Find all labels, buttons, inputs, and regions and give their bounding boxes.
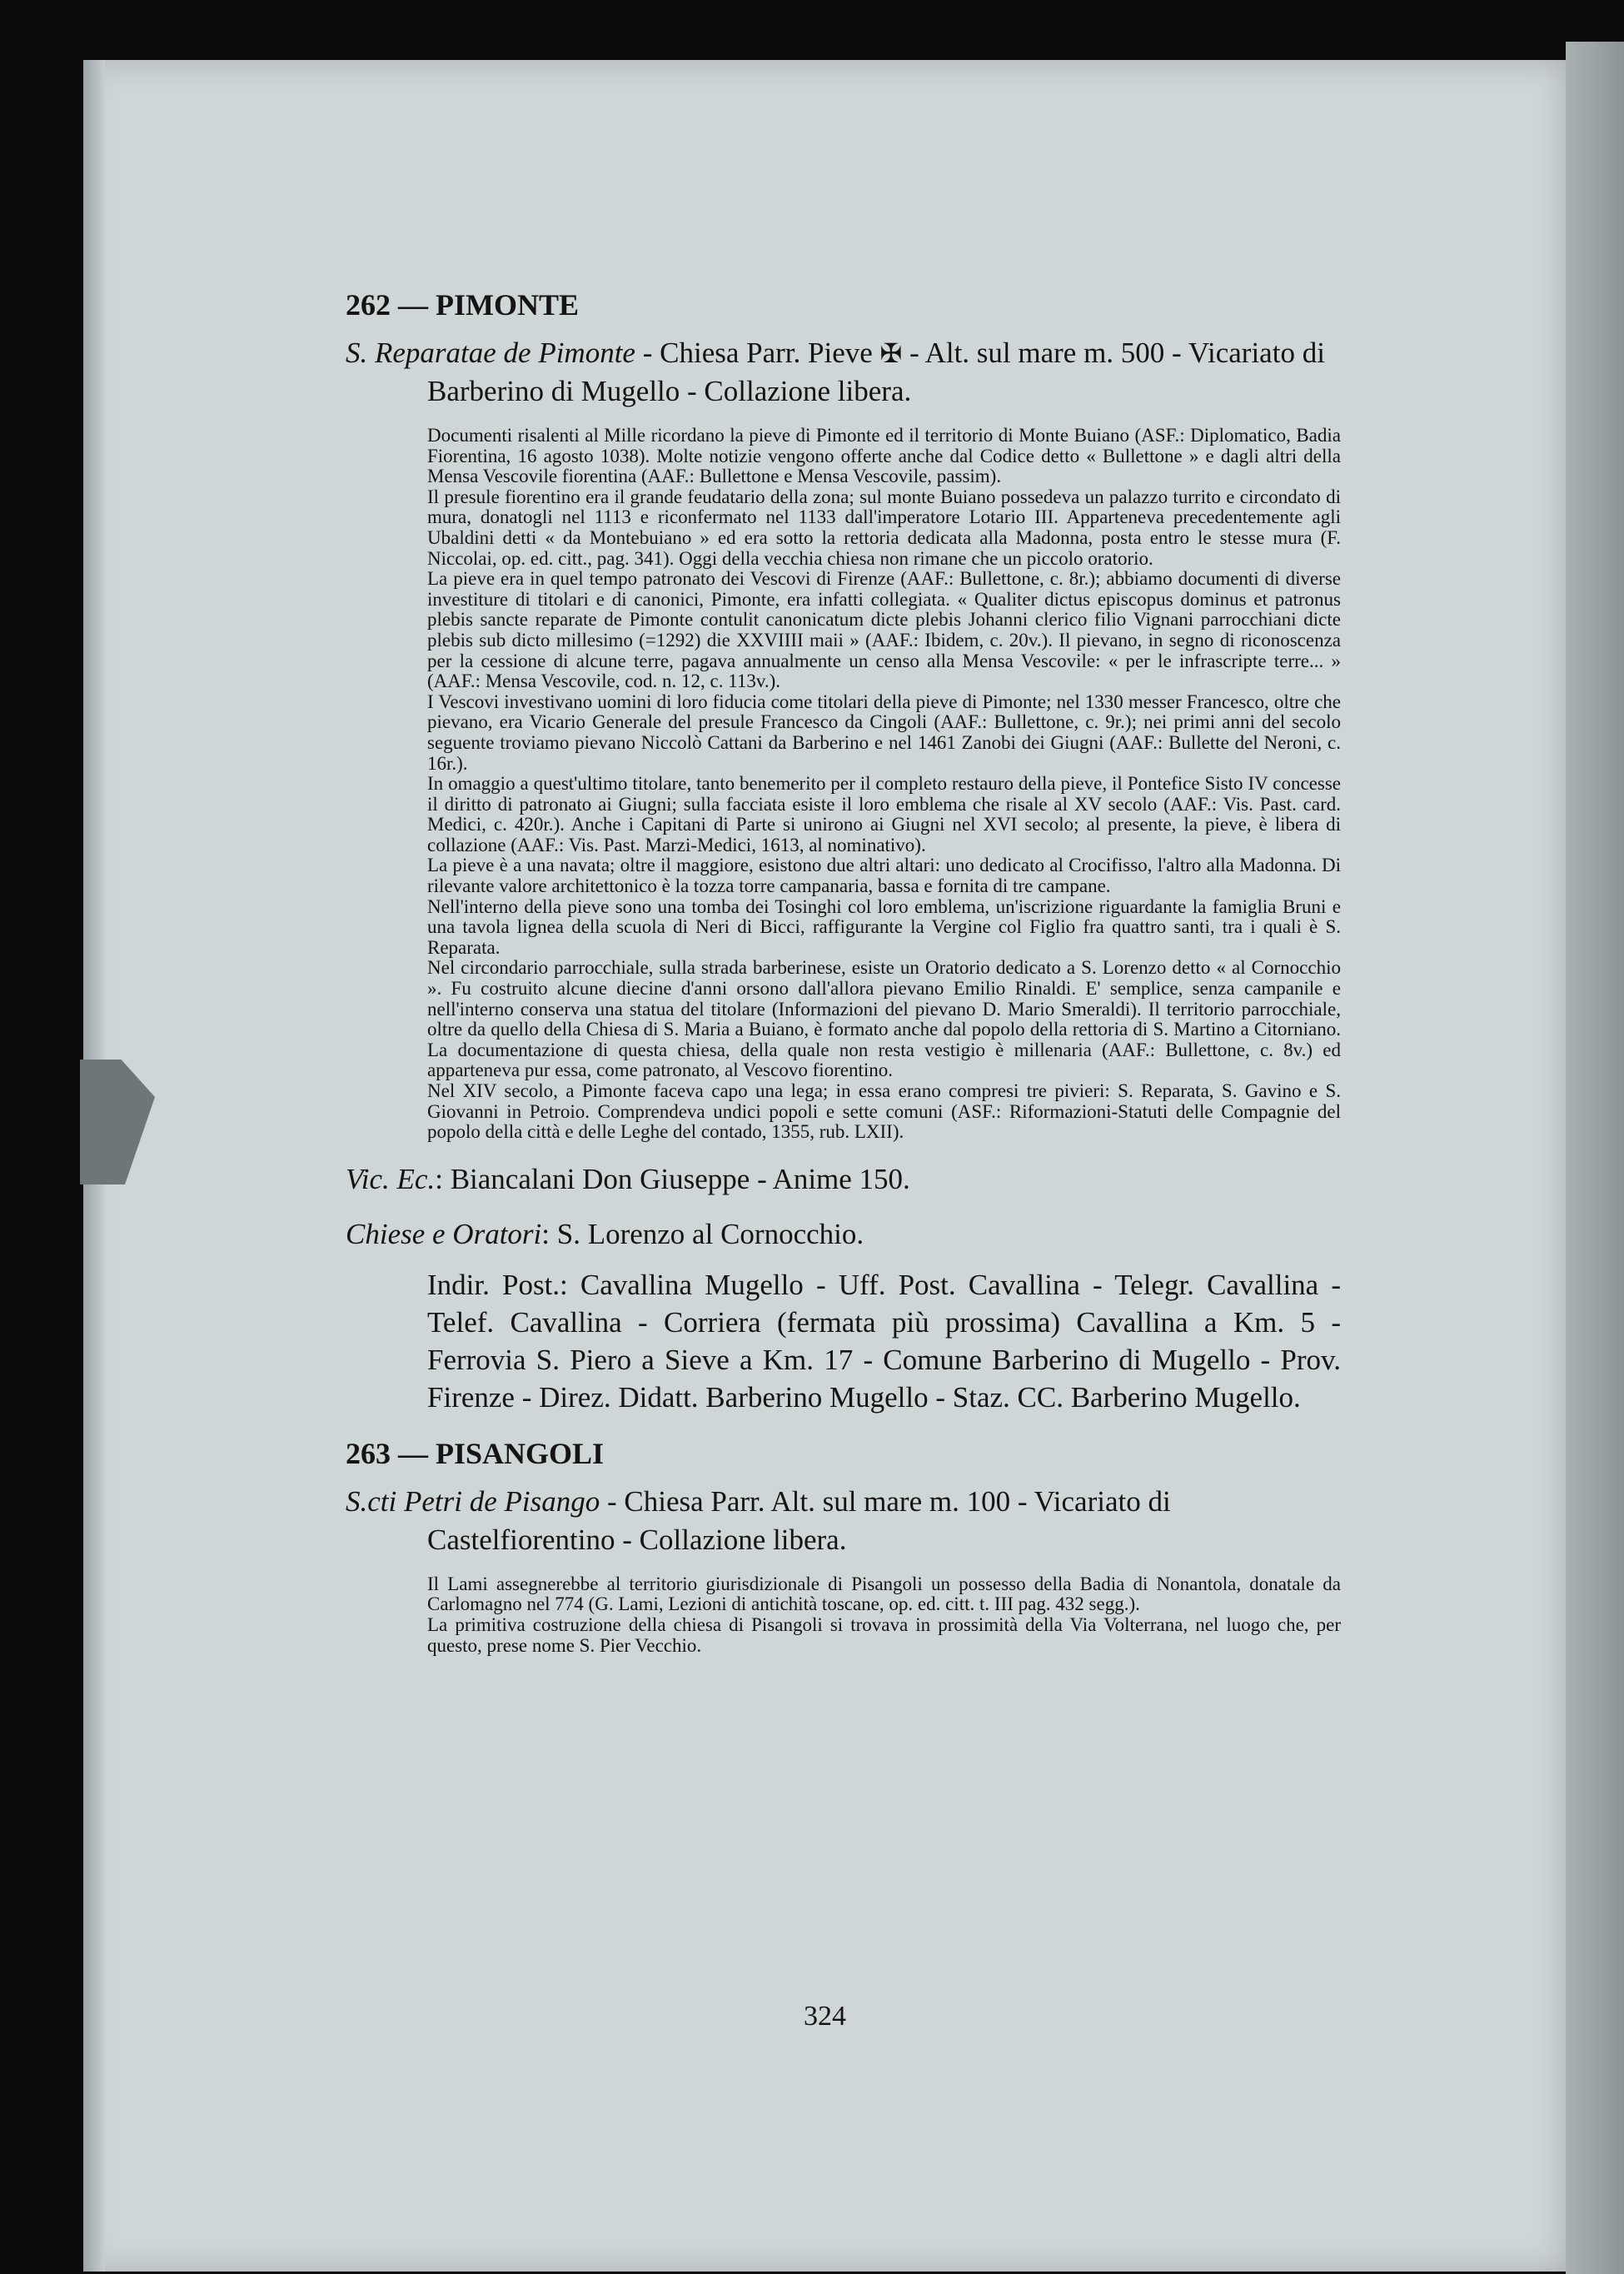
vicar-label: Vic. Ec. — [346, 1162, 436, 1195]
entry-263-body — [346, 1574, 1341, 1656]
entry-263-heading: 263 — PISANGOLI — [346, 1436, 605, 1470]
paragraph: La pieve era in quel tempo patronato dei Vescovi di Firenze (AAF.: Bullettone, c. 8r.); abbiamo documenti di diverse investiture di titolari e di canonici, Pimonte, era infatti collegiata. « Qualiter dictus episcopus dominus et patronus plebis sancte reparate de Pimonte contulit canonicatum dicte plebis Johanni clerico filio Vignani parrocchiani dicte plebis sub dicto millesimo (=1292) die XXVIIII maii » (AAF.: Ibidem, c. 20v.). Il pievano, in segno di riconoscenza per la cessione di alcune terre, pagava annualmente un censo alla Mensa Vescovile: « per le infrascripte terre... » (AAF.: Mensa Vescovile, cod. n. 12, c. 113v.). — [427, 568, 1341, 692]
entry-262-body — [346, 426, 1341, 1143]
paragraph: Nel XIV secolo, a Pimonte faceva capo una lega; in essa erano compresi tre pivieri: S. Reparata, S. Gavino e S. Giovanni in Petroio. Comprendeva undici popoli e sette comuni (ASF.: Riformazioni-Statuti delle Compagnie del popolo della città e delle Leghe del contado, 1355, rub. LXII). — [427, 1080, 1341, 1143]
paragraph: La primitiva costruzione della chiesa di Pisangoli si trovava in prossimità della Via Volterrana, nel luogo che, per questo, prese nome S. Pier Vecchio. — [427, 1613, 1341, 1656]
entry-262-title-part-a: - Chiesa Parr. Pieve — [635, 337, 880, 369]
page-number: 324 — [804, 2001, 846, 2032]
paragraph: Documenti risalenti al Mille ricordano la pieve di Pimonte ed il territorio di Monte Buiano (ASF.: Diplomatico, Badia Fiorentina, 16 agosto 1038). Molte notizie vengono offerte anche dal Codice detto « Bullettone » e dagli altri della Mensa Vescovile fiorentina (AAF.: Bullettone e Mensa Vescovile, passim). — [427, 425, 1341, 487]
vicar-text: : Biancalani Don Giuseppe - Anime 150. — [435, 1162, 910, 1195]
page-content — [346, 287, 1341, 1656]
paragraph: Nell'interno della pieve sono una tomba dei Tosinghi col loro emblema, un'iscrizione riguardante la famiglia Bruni e una tavola lignea della scuola di Neri di Bicci, raffigurante la Vergine col Figlio fra quattro santi, tra i quali è S. Reparata. — [427, 895, 1341, 958]
paragraph: Il Lami assegnerebbe al territorio giurisdizionale di Pisangoli un possesso della Badia di Nonantola, donatale da Carlomagno nel 774 (G. Lami, Lezioni di antichità toscane, op. ed. citt. t. III pag. 432 segg.). — [427, 1573, 1341, 1615]
entry-262-title — [346, 334, 1341, 411]
churches-text: : S. Lorenzo al Cornocchio. — [541, 1217, 864, 1250]
paragraph: I Vescovi investivano uomini di loro fiducia come titolari della pieve di Pimonte; nel 1330 messer Francesco, oltre che pievano, era Vicario Generale del presule Francesco da Cingoli (AAF.: Bullettone, c. 9r.); nei primi anni del secolo seguente troviamo pievano Niccolò Cattani da Barberino e nel 1461 Zanobi dei Giugni (AAF.: Bullette del Neroni, c. 16r.). — [427, 691, 1341, 774]
adjacent-page-edge — [1566, 42, 1624, 2274]
entry-263-title — [346, 1483, 1341, 1559]
paragraph: Il presule fiorentino era il grande feudatario della zona; sul monte Buiano possedeva un palazzo turrito e circondato di mura, donatogli nel 1113 e riconfermato nel 1133 dall'imperatore Lotario III. Apparteneva precedentemente agli Ubaldini detti « da Montebuiano » ed era sotto la rettoria dedicata alla Madonna, posta entro le stesse mura (F. Niccolai, op. ed. citt., pag. 341). Oggi della vecchia chiesa non rimane che un piccolo oratorio. — [427, 486, 1341, 569]
entry-263-title-rest: - Chiesa Parr. Alt. sul mare m. 100 - Vicariato di Castelfiorentino - Collazione libera. — [427, 1484, 1171, 1556]
entry-262-latin-name: S. Reparatae de Pimonte — [346, 337, 635, 369]
vicar-line — [346, 1161, 1341, 1198]
entry-262-heading: 262 — PIMONTE — [346, 288, 580, 322]
churches-label: Chiese e Oratori — [346, 1217, 542, 1250]
cross-icon: ✠ — [879, 337, 903, 369]
paragraph: In omaggio a quest'ultimo titolare, tanto benemerito per il completo restauro della pieve, il Pontefice Sisto IV concesse il diritto di patronato ai Giugni; sulla facciata esiste il loro emblema che risale al XV secolo (AAF.: Vis. Past. card. Medici, c. 420r.). Anche i Capitani di Parte si unirono ai Giugni nel XVI secolo; al presente, la pieve, è libera di collazione (AAF.: Vis. Past. Marzi-Medici, 1613, al nominativo). — [427, 773, 1341, 855]
churches-line — [346, 1216, 1341, 1253]
postal-address: Indir. Post.: Cavallina Mugello - Uff. Post. Cavallina - Telegr. Cavallina - Telef. Cavallina - Corriera (fermata più prossima) Cavallina a Km. 5 - Ferrovia S. Piero a Sieve a Km. 17 - Comune Barberino di Mugello - Prov. Firenze - Direz. Didatt. Barberino Mugello - Staz. CC. Barberino Mugello. — [427, 1268, 1341, 1414]
paragraph: Nel circondario parrocchiale, sulla strada barberinese, esiste un Oratorio dedicato a S. Lorenzo detto « al Cornocchio ». Fu costruito alcune diecine d'anni orsono dall'allora pievano Emilio Rinaldi. E' semplice, senza campanile e nell'interno conserva una statua del titolare (Informazioni del pievano D. Mario Smeraldi). Il territorio parrocchiale, oltre da quello della Chiesa di S. Maria a Buiano, è formato anche dal popolo della rettoria di S. Martino a Citorniano. La documentazione di questa chiesa, della quale non resta vestigio è millenaria (AAF.: Bullettone, c. 8v.) ed apparteneva pur essa, come patronato, al Vescovo fiorentino. — [427, 957, 1341, 1081]
entry-262-title-part-b: - Alt. sul mare m. 500 - Vicariato di Barberino di Mugello - Collazione libera. — [427, 337, 1325, 407]
entry-263-latin-name: S.cti Petri de Pisango — [346, 1484, 600, 1518]
paragraph: La pieve è a una navata; oltre il maggiore, esistono due altri altari: uno dedicato al Crocifisso, l'altro alla Madonna. Di rilevante valore architettonico è la tozza torre campanaria, bassa e fornita di tre campane. — [427, 855, 1341, 897]
